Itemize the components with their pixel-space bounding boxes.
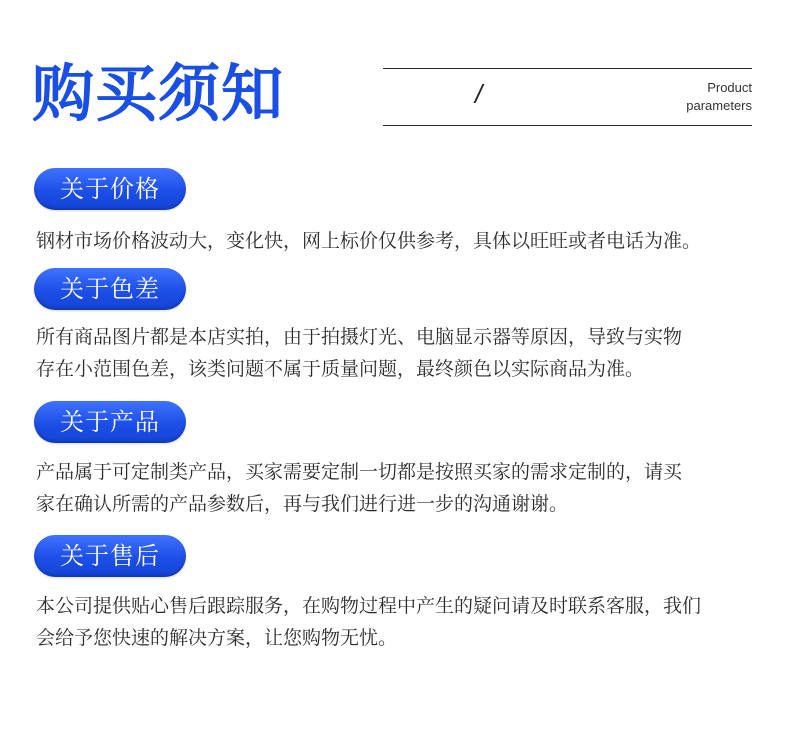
header-english	[686, 79, 752, 115]
section-color-label: 关于色差	[34, 268, 186, 310]
section-aftersales-label: 关于售后	[34, 535, 186, 577]
section-product-line-1: 产品属于可定制类产品，买家需要定制一切都是按照买家的需求定制的，请买	[36, 461, 683, 483]
section-color-line-2: 存在小范围色差，该类问题不属于质量问题，最终颜色以实际商品为准。	[36, 358, 645, 380]
section-price-line-1: 钢材市场价格波动大，变化快，网上标价仅供参考，具体以旺旺或者电话为准。	[36, 230, 702, 252]
section-price-text	[36, 225, 776, 257]
page-title: 购买须知	[32, 57, 285, 130]
section-color-line-1: 所有商品图片都是本店实拍，由于拍摄灯光、电脑显示器等原因，导致与实物	[36, 326, 683, 348]
section-product-line-2: 家在确认所需的产品参数后，再与我们进行进一步的沟通谢谢。	[36, 493, 569, 515]
header-slash: /	[475, 79, 483, 109]
section-product-text	[36, 456, 776, 520]
section-aftersales-line-1: 本公司提供贴心售后跟踪服务，在购物过程中产生的疑问请及时联系客服，我们	[36, 595, 702, 617]
section-aftersales-text	[36, 590, 776, 654]
header-english-line1: Product	[707, 80, 752, 95]
section-price-label: 关于价格	[34, 168, 186, 210]
header-english-line2: parameters	[686, 98, 752, 113]
section-product-label: 关于产品	[34, 401, 186, 443]
section-aftersales-line-2: 会给予您快速的解决方案，让您购物无忧。	[36, 627, 398, 649]
header-rule-box	[383, 68, 752, 126]
section-color-text	[36, 321, 776, 385]
